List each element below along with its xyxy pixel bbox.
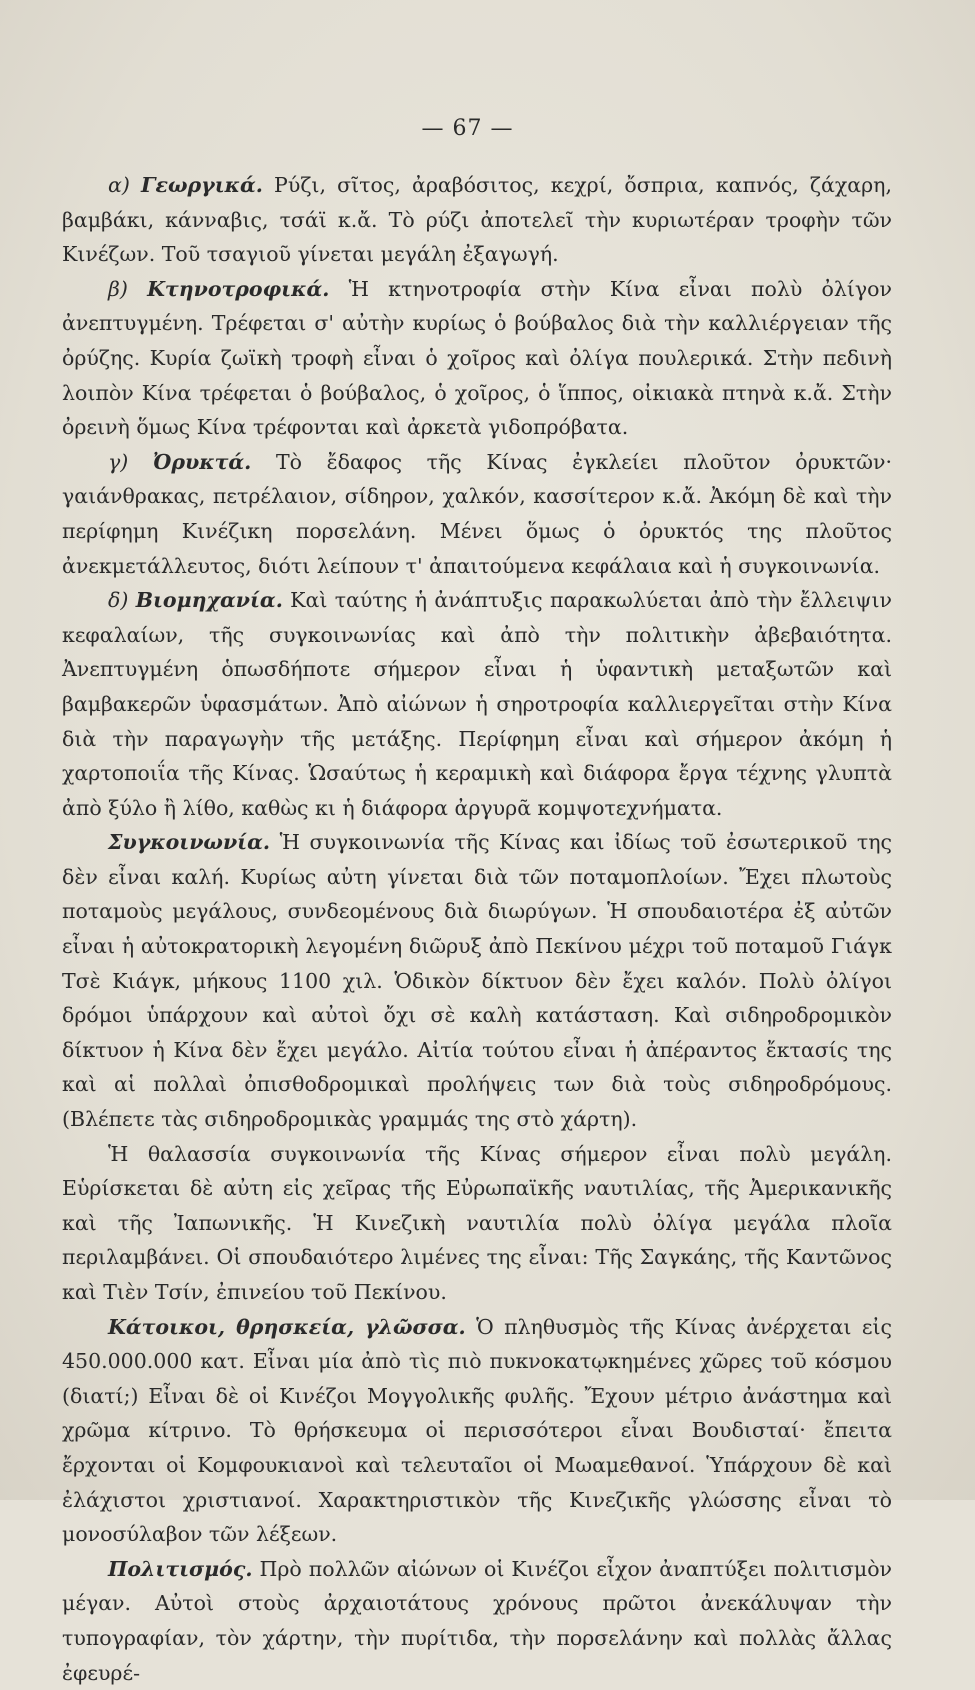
paragraph-transport — [62, 825, 892, 1136]
paragraph-text: Ἡ κτηνοτροφία στὴν Κίνα εἶναι πολὺ ὀλίγον ἀνεπτυγμένη. Τρέφεται σ' αὐτὴν κυρίως ὁ βούβαλος διὰ τὴν καλλιέργειαν τῆς ὀρύζης. Κυρία ζωϊκὴ τροφὴ εἶναι ὁ χοῖρος καὶ ὀλίγα πουλερικά. Στὴν πεδινὴ λοιπὸν Κίνα τρέφεται ὁ βούβαλος, ὁ χοῖρος, ὁ ἵππος, οἰκιακὰ πτηνὰ κ.ἄ. Στὴν ὀρεινὴ ὅμως Κίνα τρέφονται καὶ ἀρκετὰ γιδοπρόβατα. — [62, 276, 892, 440]
section-heading: Κτηνοτροφικά. — [147, 276, 330, 301]
section-label: δ) — [108, 588, 129, 613]
section-heading: Συγκοινωνία. — [108, 830, 271, 855]
paragraph-sea-transport — [62, 1137, 892, 1310]
section-heading: Ὀρυκτά. — [152, 449, 252, 474]
paragraph-livestock — [62, 272, 892, 445]
paragraph-text: Ὁ πληθυσμὸς τῆς Κίνας ἀνέρχεται εἰς 450.000.000 κατ. Εἶναι μία ἀπὸ τὶς πιὸ πυκνοκατῳκημένες χῶρες τοῦ κόσμου (διατί;) Εἶναι δὲ οἱ Κινέζοι Μογγολικῆς φυλῆς. Ἔχουν μέτριο ἀνάστημα καὶ χρῶμα κίτρινο. Τὸ θρήσκευμα οἱ περισσότεροι εἶναι Βουδισταί· ἔπειτα ἔρχονται οἱ Κομφουκιανοὶ καὶ τελευταῖοι οἱ Μωαμεθανοί. Ὑπάρχουν δὲ καὶ ἐλάχιστοι χριστιανοί. Χαρακτηριστικὸν τῆς Κινεζικῆς γλώσσης εἶναι τὸ μονοσύλαβον τῶν λέξεων. — [62, 1314, 892, 1547]
paragraph-text: Πρὸ πολλῶν αἰώνων οἱ Κινέζοι εἶχον ἀναπτύξει πολιτισμὸν μέγαν. Αὐτοὶ στοὺς ἀρχαιοτάτους χρόνους πρῶτοι ἀνεκάλυψαν τὴν τυπογραφίαν, τὸν χάρτην, τὴν πυρίτιδα, τὴν πορσελάνην καὶ πολλὰς ἄλλας ἐφευρέ- — [62, 1556, 892, 1685]
paragraph-minerals — [62, 445, 892, 583]
paragraph-text: Ρύζι, σῖτος, ἀραβόσιτος, κεχρί, ὄσπρια, καπνός, ζάχαρη, βαμβάκι, κάνναβις, τσάϊ κ.ἄ. Τὸ ρύζι ἀποτελεῖ τὴν κυριωτέραν τροφὴν τῶν Κινέζων. Τοῦ τσαγιοῦ γίνεται μεγάλη ἐξαγωγή. — [62, 173, 892, 267]
section-label: α) — [108, 173, 130, 197]
paragraph-civilization — [62, 1552, 892, 1690]
paragraph-text: Ἡ θαλασσία συγκοινωνία τῆς Κίνας σήμερον εἶναι πολὺ μεγάλη. Εὑρίσκεται δὲ αὐτη εἰς χεῖρας τῆς Εὐρωπαϊκῆς ναυτιλίας, τῆς Ἀμερικανικῆς καὶ τῆς Ἰαπωνικῆς. Ἡ Κινεζικὴ ναυτιλία πολὺ ὀλίγα μεγάλα πλοῖα περιλαμβάνει. Οἱ σπουδαιότερο λιμένες της εἶναι: Τῆς Σαγκάης, τῆς Καντῶνος καὶ Τιὲν Τσίν, ἐπινείου τοῦ Πεκίνου. — [62, 1141, 892, 1304]
body-text — [62, 168, 892, 1690]
paragraph-text: Ἡ συγκοινωνία τῆς Κίνας και ἰδίως τοῦ ἐσωτερικοῦ της δὲν εἶναι καλή. Κυρίως αὐτη γίνεται διὰ τῶν ποταμοπλοίων. Ἔχει πλωτοὺς ποταμοὺς μεγάλους, συνδεομένους διὰ διωρύγων. Ἡ σπουδαιοτέρα ἐξ αὐτῶν εἶναι ἡ αὐτοκρατορικὴ λεγομένη διῶρυξ ἀπὸ Πεκίνου μέχρι τοῦ ποταμοῦ Γιάγκ Τσὲ Κιάγκ, μήκους 1100 χιλ. Ὁδικὸν δίκτυον δὲν ἔχει καλόν. Πολὺ ὀλίγοι δρόμοι ὑπάρχουν καὶ αὐτοὶ ὄχι σὲ καλὴ κατάσταση. Καὶ σιδηροδρομικὸν δίκτυον ἡ Κίνα δὲν ἔχει μεγάλο. Αἰτία τούτου εἶναι ἡ ἀπέραντος ἔκτασίς της καὶ αἱ πολλαὶ ὀπισθοδρομικαὶ προλήψεις των διὰ τοὺς σιδηροδρόμους. (Βλέπετε τὰς σιδηροδρομικὰς γραμμάς της στὸ χάρτη). — [62, 830, 892, 1132]
page-number: — 67 — — [421, 116, 514, 141]
section-heading: Βιομηχανία. — [135, 588, 283, 613]
paragraph-text: Τὸ ἔδαφος τῆς Κίνας ἐγκλείει πλοῦτον ὀρυκτῶν· γαιάνθρακας, πετρέλαιον, σίδηρον, χαλκόν, κασσίτερον κ.ἄ. Ἀκόμη δὲ καὶ τὴν περίφημη Κινέζικη πορσελάνη. Μένει ὅμως ὁ ὀρυκτός της πλοῦτος ἀνεκμετάλλευτος, διότι λείπουν τ' ἀπαιτούμενα κεφάλαια καὶ ἡ συγκοινωνία. — [62, 449, 892, 578]
section-label: β) — [108, 276, 128, 301]
section-heading: Γεωργικά. — [141, 173, 263, 197]
section-heading: Πολιτισμός. — [108, 1556, 253, 1581]
section-label: γ) — [108, 449, 129, 474]
paragraph-industry — [62, 583, 892, 825]
section-heading: Κάτοικοι, θρησκεία, γλῶσσα. — [108, 1314, 466, 1339]
paragraph-inhabitants — [62, 1310, 892, 1552]
paragraph-agriculture — [62, 168, 892, 272]
paragraph-text: Καὶ ταύτης ἡ ἀνάπτυξις παρακωλύεται ἀπὸ τὴν ἔλλειψιν κεφαλαίων, τῆς συγκοινωνίας καὶ ἀπὸ τὴν πολιτικὴν ἀβεβαιότητα. Ἀνεπτυγμένη ὁπωσδήποτε σήμερον εἶναι ἡ ὑφαντικὴ μεταξωτῶν καὶ βαμβακερῶν ὑφασμάτων. Ἀπὸ αἰώνων ἡ σηροτροφία καλλιεργεῖται στὴν Κίνα διὰ τὴν παραγωγὴν τῆς μετάξης. Περίφημη εἶναι καὶ σήμερον ἀκόμη ἡ χαρτοποιΐα τῆς Κίνας. Ὡσαύτως ἡ κεραμικὴ καὶ διάφορα ἔργα τέχνης γλυπτὰ ἀπὸ ξύλο ἢ λίθο, καθὼς κι ἡ διάφορα ἀργυρᾶ κομψοτεχνήματα. — [62, 588, 892, 820]
